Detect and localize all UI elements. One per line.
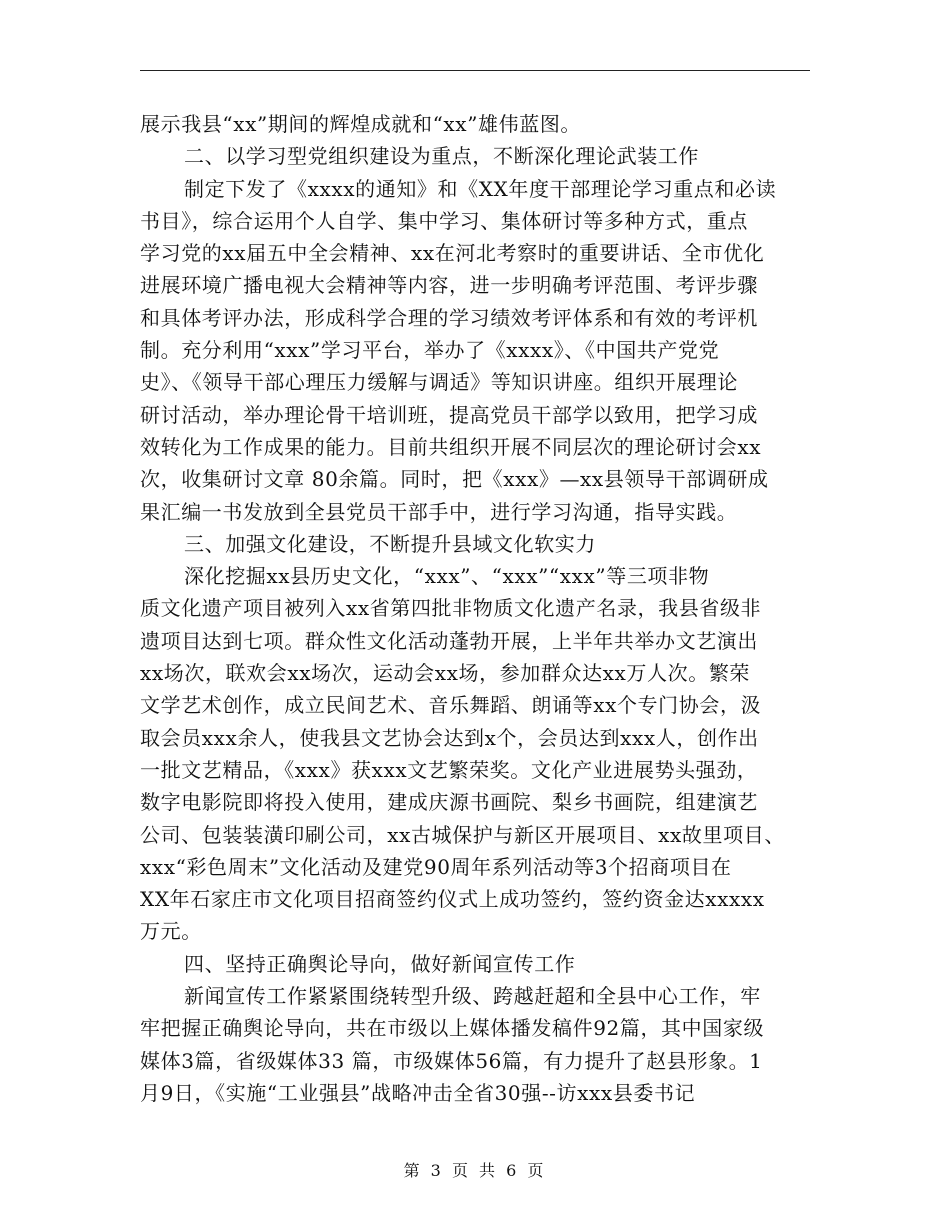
text-line: 媒体3篇，省级媒体33 篇，市级媒体56篇，有力提升了赵县形象。1 <box>140 1048 763 1073</box>
text-line: xxx“彩色周末”文化活动及建党90周年系列活动等3个招商项目在 <box>140 854 732 879</box>
text-line: 公司、包装装潢印刷公司，xx古城保护与新区开展项目、xx故里项目、 <box>140 822 785 847</box>
text-line: 果汇编一书发放到全县党员干部手中，进行学习沟通，指导实践。 <box>140 499 738 524</box>
text-line: 文学艺术创作，成立民间艺术、音乐舞蹈、朗诵等xx个专门协会，汲 <box>140 693 762 718</box>
text-line: 次，收集研讨文章 80余篇。同时，把《xxx》—xx县领导干部调研成 <box>140 467 769 492</box>
text-line: 深化挖掘xx县历史文化，“xxx”、“xxx”“xxx”等三项非物 <box>184 564 710 589</box>
text-line: 史》、《领导干部心理压力缓解与调适》等知识讲座。组织开展理论 <box>140 370 738 395</box>
text-line: xx场次，联欢会xx场次，运动会xx场，参加群众达xx万人次。繁荣 <box>140 661 751 686</box>
text-line: 二、以学习型党组织建设为重点，不断深化理论武装工作 <box>184 144 699 169</box>
text-line: 和具体考评办法，形成科学合理的学习绩效考评体系和有效的考评机 <box>140 305 758 330</box>
text-line: 新闻宣传工作紧紧围绕转型升级、跨越赶超和全县中心工作，牢 <box>184 984 761 1009</box>
text-line: 一批文艺精品，《xxx》获xxx文艺繁荣奖。文化产业进展势头强劲， <box>140 757 758 782</box>
text-line: 制。充分利用“xxx”学习平台，举办了《xxxx》、《中国共产党党 <box>140 338 720 363</box>
text-line: 万元。 <box>140 919 202 944</box>
text-line: XX年石家庄市文化项目招商签约仪式上成功签约，签约资金达xxxxx <box>140 887 765 912</box>
text-line: 进展环境广播电视大会精神等内容，进一步明确考评范围、考评步骤 <box>140 273 758 298</box>
text-line: 数字电影院即将投入使用，建成庆源书画院、梨乡书画院，组建演艺 <box>140 790 758 815</box>
header-rule <box>140 70 810 71</box>
page-footer: 第 3 页 共 6 页 <box>403 1161 547 1180</box>
text-line: 四、坚持正确舆论导向，做好新闻宣传工作 <box>184 951 576 976</box>
text-line: 学习党的xx届五中全会精神、xx在河北考察时的重要讲话、全市优化 <box>140 241 765 266</box>
text-line: 遗项目达到七项。群众性文化活动蓬勃开展，上半年共举办文艺演出 <box>140 628 758 653</box>
text-line: 取会员xxx余人，使我县文艺协会达到x个，会员达到xxx人，创作出 <box>140 725 759 750</box>
text-line: 书目》，综合运用个人自学、集中学习、集体研讨等多种方式，重点 <box>140 208 748 233</box>
text-line: 制定下发了《xxxx的通知》和《XX年度干部理论学习重点和必读 <box>184 176 777 201</box>
text-line: 展示我县“xx”期间的辉煌成就和“xx”雄伟蓝图。 <box>140 112 582 136</box>
text-line: 三、加强文化建设，不断提升县域文化软实力 <box>184 531 596 556</box>
text-line: 效转化为工作成果的能力。目前共组织开展不同层次的理论研讨会xx <box>140 434 762 459</box>
text-line: 牢把握正确舆论导向，共在市级以上媒体播发稿件92篇，其中国家级 <box>140 1016 765 1041</box>
text-line: 月9日，《实施“工业强县”战略冲击全省30强--访xxx县委书记 <box>140 1080 696 1105</box>
text-line: 质文化遗产项目被列入xx省第四批非物质文化遗产名录，我县省级非 <box>140 596 762 621</box>
document-body <box>140 108 815 1109</box>
text-line: 研讨活动，举办理论骨干培训班，提高党员干部学以致用，把学习成 <box>140 402 758 427</box>
